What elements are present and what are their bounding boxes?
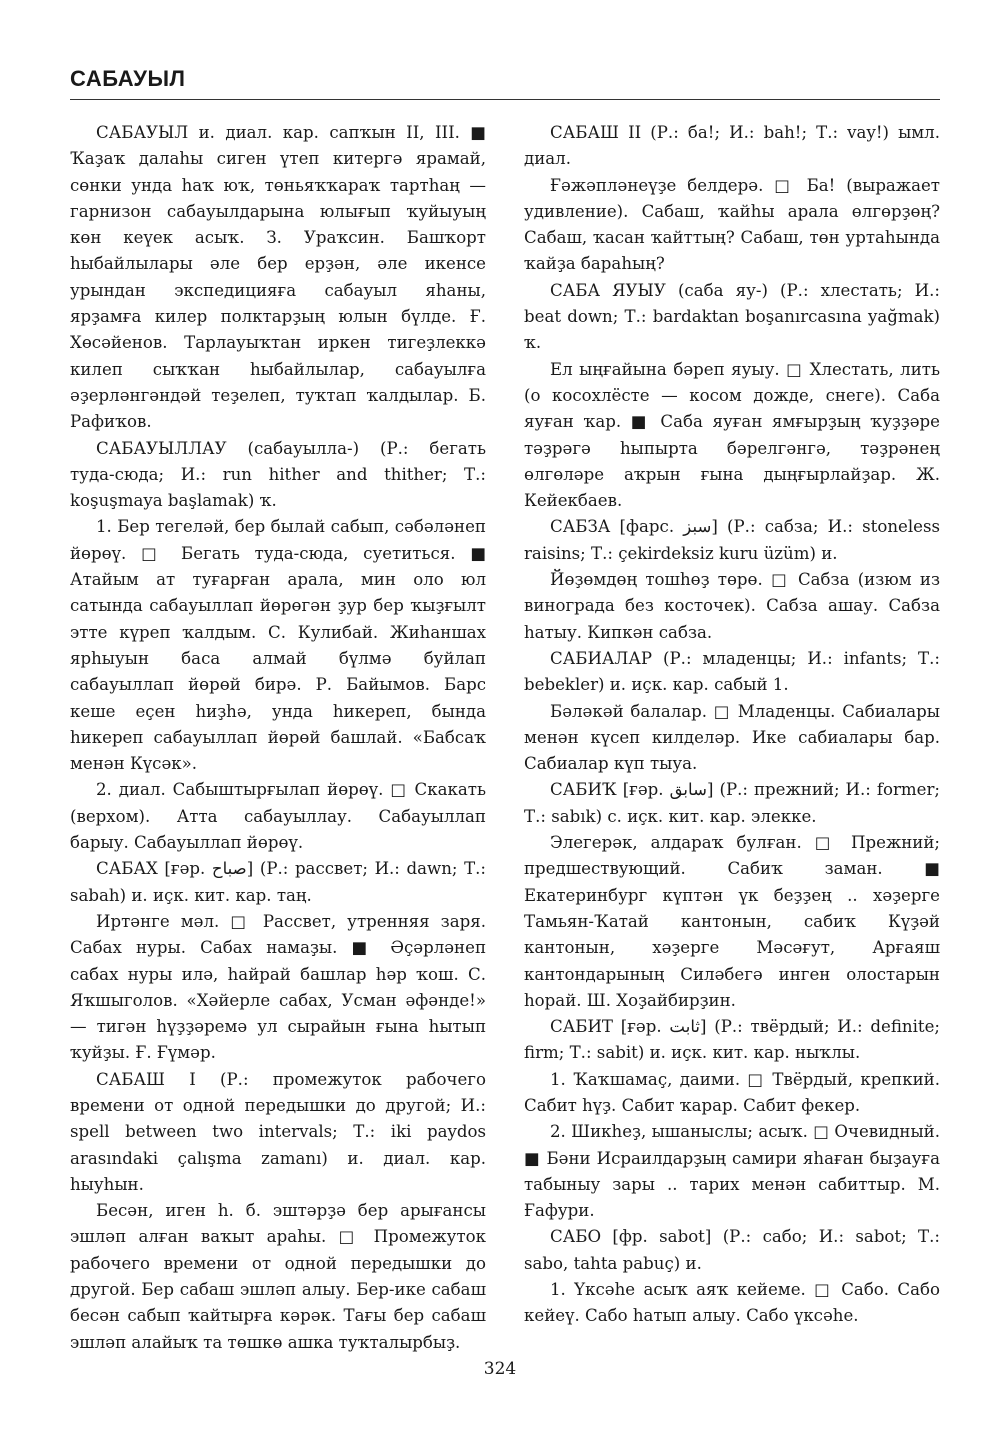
right-column	[524, 120, 940, 1330]
definition: Йөҙөмдөң тошһөҙ төрө. □ Сабза (изюм из винограда без косточек). Сабза ашау. Сабза һатыу. Кипкән сабза.	[524, 570, 940, 642]
entry-sabza: САБЗА [фарс. سبز] (Р.: сабза; И.: stoneless raisins; Т.: çekirdeksiz kuru üzüm) и.	[524, 517, 940, 563]
page-header	[70, 66, 940, 92]
definition: Ел ыңғайына бәреп яуыу. □ Хлестать, лить (о косохлёсте — косом дожде, снеге). Саба яуған ҡар. ■ Саба яуған ямғырҙың ҡуҙҙәре тәҙрәгә һыпырта бәрелгәнгә, тәҙрәнең өлгөләре аҡрын ғына дыңғырлайҙар. Ж. Кейекбаев.	[524, 359, 940, 511]
definition: Бәләкәй балалар. □ Младенцы. Сабиалары менән күсеп килделәр. Ике сабиалары бар. Сабиалар күп тыуа.	[524, 701, 940, 774]
header-rule	[70, 99, 940, 100]
entry-sabo: САБО [фр. sabot] (Р.: сабо; И.: sabot; Т.: sabo, tahta pabuç) и.	[524, 1227, 940, 1273]
definition: Ғәжәпләнеүҙе белдерә. □ Ба! (выражает удивление). Сабаш, ҡайһы арала өлгөрҙөң? Сабаш, ҡасан ҡайттың? Сабаш, төн уртаһында ҡайҙа бараһың?	[524, 175, 940, 274]
entry-sabash-2: САБАШ II (Р.: ба!; И.: bah!; Т.: vay!) ымл. диал.	[524, 123, 940, 169]
entry-sabik: САБИҠ [ғәр. سابق] (Р.: прежний; И.: former; Т.: sabık) с. иҫк. кит. кар. элекке.	[524, 780, 941, 826]
definition: Бесән, иген һ. б. эштәрҙә бер арығансы эшләп алған ваҡыт араһы. □ Промежуток рабочего времени от одной передышки до другой. Бер сабаш эшләп алыу. Бер-ике сабаш бесән сабып ҡайтырға кәрәк. Тағы бер сабаш эшләп алайыҡ та төшкө ашка туҡталырбыҙ.	[70, 1201, 486, 1352]
sense-1: 1. Ҡаҡшамаҫ, даими. □ Твёрдый, крепкий. Сабит һүҙ. Сабит ҡарар. Сабит фекер.	[524, 1069, 940, 1115]
running-head: САБАУЫЛ	[70, 66, 186, 91]
entry-sabit: САБИТ [ғәр. ثابت] (Р.: твёрдый; И.: definite; firm; Т.: sabit) и. иҫк. кит. кар. ныҡлы.	[524, 1017, 940, 1063]
entry-sabauyllau: САБАУЫЛЛАУ (сабауылла-) (Р.: бегать туда-сюда; И.: run hither and thither; Т.: koşuşmaya başlamak) ҡ.	[70, 438, 486, 511]
entry-saba-yauyu: САБА ЯУЫУ (саба яу-) (Р.: хлестать; И.: beat down; Т.: bardaktan boşanırcasına yağmak) ҡ.	[524, 280, 940, 353]
entry-sabauyl: САБАУЫЛ и. диал. кар. сапҡын II, III. ■ Ҡаҙаҡ далаһы сиген үтеп китергә ярамай, сөнки унда һаҡ юҡ, төньяҡҡараҡ тартһаң — гарнизон сабауылдарына юлығып ҡуйыуың көн кеүек асыҡ. З. Ураҡсин. Башҡорт һыбайлылары әле бер ерҙән, әле икенсе урындан экспедицияға сабауыл яһаны, ярҙамға килер полктарҙың юлын бүлде. Ғ. Хөсәйенов. Тарлауыҡтан иркен тигеҙлеккә килеп сыҡҡан һыбайлылар, сабауылға әҙерләнгәндәй теҙелеп, туҡтап ҡалдылар. Б. Рафиҡов.	[70, 123, 486, 432]
entry-sabash-1: САБАШ I (Р.: промежуток рабочего времени от одной передышки до другой; И.: spell between two intervals; Т.: iki paydos arasındaki çalışma zamanı) и. диал. кар. һыуһын.	[70, 1069, 486, 1194]
definition: Элегерәк, алдараҡ булған. □ Прежний; предшествующий. Сабиҡ заман. ■ Екатеринбург күптән үк беҙҙең .. хәҙерге Тамьян-Ҡатай кантонын, сабиҡ Күҙәй кантонын, хәҙерге Мәсәғут, Арғаяш кантондарының Силәбегә инген олостарын һорай. Ш. Хоҙайбирҙин.	[524, 833, 940, 1010]
sense-1: 1. Үксәһе асыҡ аяҡ кейеме. □ Сабо. Сабо кейеү. Сабо һатып алыу. Сабо үксәһе.	[524, 1280, 940, 1326]
sense-2: 2. Шикһеҙ, ышаныслы; асыҡ. □ Очевидный. ■ Бәни Исраилдарҙың самири яһаған быҙауға табыныу зары .. тарих менән сабиттыр. М. Ғафури.	[524, 1122, 940, 1221]
page-number: 324	[483, 1359, 517, 1379]
left-column	[70, 120, 486, 1356]
entry-sabialar: САБИАЛАР (Р.: младенцы; И.: infants; Т.: bebekler) и. иҫк. кар. сабый 1.	[524, 648, 940, 695]
entry-sabah: САБАХ [ғәр. صباح] (Р.: рассвет; И.: dawn; Т.: sabah) и. иҫк. кит. кар. таң.	[70, 859, 487, 905]
sense-2: 2. диал. Сабыштырғылап йөрөү. □ Скакать (верхом). Атта сабауыллау. Сабауыллап барыу. Сабауыллап йөрөү.	[70, 780, 486, 853]
sense-1: 1. Бер тегеләй, бер былай сабып, сәбәләнеп йөрөү. □ Бегать туда-сюда, суетиться. ■ Атайым ат туғарған арала, мин оло юл сатында сабауыллап йөрөгән ҙур бер ҡыҙғылт этте күреп ҡалдым. С. Кулибай. Жиһаншах ярһыуын баса алмай бүлмә буйлап сабауыллап йөрөй бирә. Р. Байымов. Барс кеше еҫен һиҙһә, унда һикереп, бында һикереп сабауыллап йөрөй башлай. «Бабсаҡ менән Күсәк».	[70, 517, 486, 774]
definition: Иртәнге мәл. □ Рассвет, утренняя заря. Сабах нуры. Сабах намаҙы. ■ Әҫәрләнеп сабах нуры илә, һайрай башлар һәр ҡош. С. Яҡшыголов. «Хәйерле сабах, Усман әфәнде!» — тигән һүҙҙәремә ул сырайын ғына һытып ҡуйҙы. Ғ. Ғүмәр.	[70, 911, 486, 1063]
